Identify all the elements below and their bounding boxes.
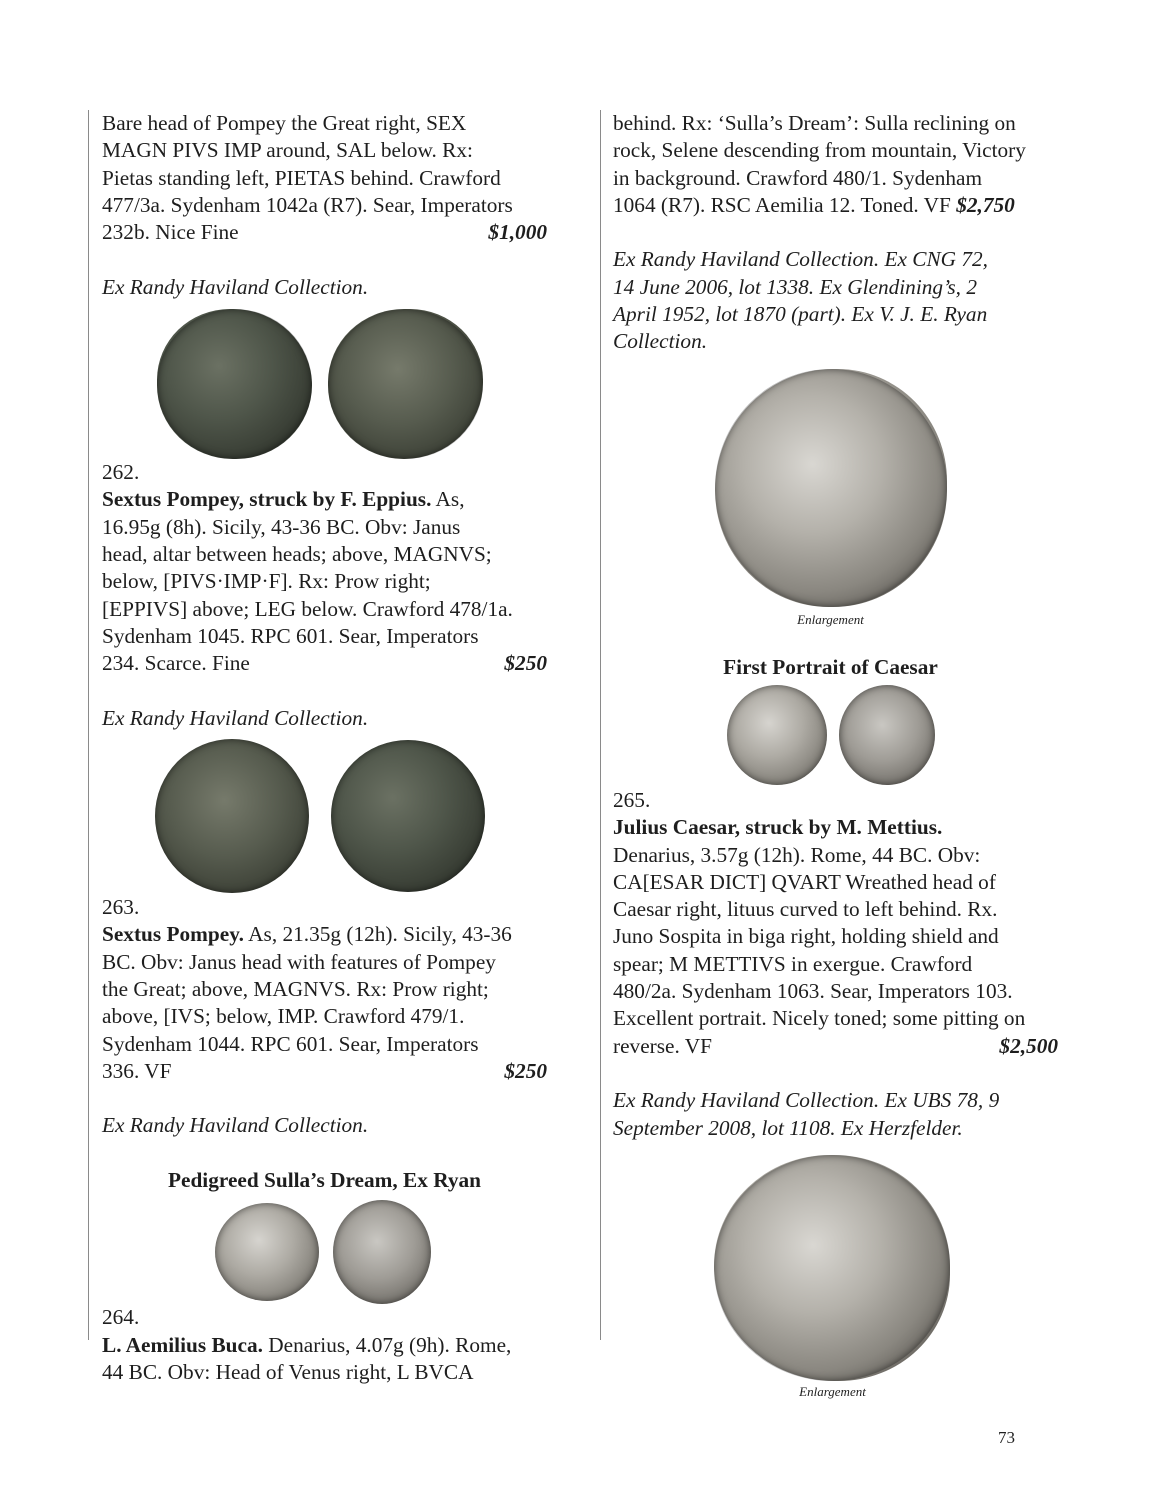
lot-title: Julius Caesar, struck by M. Mettius. [613,815,943,840]
description-line: spear; M METTIVS in exergue. Crawford [613,951,973,976]
description-line: Sydenham 1044. RPC 601. Sear, Imperators [102,1031,479,1056]
enlargement-caption: Enlargement [797,611,864,627]
description-line: below, [PIVS·IMP·F]. Rx: Prow right; [102,569,431,594]
grade-price-line [102,650,547,677]
coin-obverse-image [157,309,312,459]
coin-reverse-image [839,685,935,785]
right-column [613,110,1058,1400]
lot-number: 262. [102,460,140,485]
provenance-line: April 1952, lot 1870 (part). Ex V. J. E. Ryan [613,302,988,327]
description-text: As, 21.35g (12h). Sicily, 43-36 [244,922,512,947]
grade-text: 1064 (R7). RSC Aemilia 12. Toned. VF [613,192,957,217]
provenance-line: Collection. [613,329,708,354]
enlarged-coin-image-265 [605,1154,1058,1382]
grade-price-line [102,1058,547,1085]
page-number: 73 [998,1428,1015,1447]
provenance: Ex Randy Haviland Collection. [102,705,369,730]
enlargement-caption: Enlargement [799,1383,866,1399]
grade-price-line [613,1033,1058,1060]
description-line: Sydenham 1045. RPC 601. Sear, Imperators [102,623,479,648]
coin-reverse-image [331,740,485,892]
provenance-line: Ex Randy Haviland Collection. Ex UBS 78, 9 [613,1088,1000,1113]
description-text: Denarius, 4.07g (9h). Rome, [262,1332,512,1357]
grade-price-line [102,219,547,246]
grade-text: 336. VF [102,1058,172,1083]
lot-title: Sextus Pompey. [102,922,244,947]
provenance: Ex Randy Haviland Collection. [102,274,369,299]
lot-264-continued [613,110,1058,356]
grade-text: reverse. VF [613,1033,712,1058]
description-line: Excellent portrait. Nicely toned; some pitting on [613,1006,1026,1031]
coin-obverse-image [215,1203,319,1301]
lot-number: 265. [613,787,651,812]
description-line: behind. Rx: ‘Sulla’s Dream’: Sulla reclining on [613,111,1016,135]
coin-reverse-image [328,309,483,459]
description-line: Denarius, 3.57g (12h). Rome, 44 BC. Obv: [613,842,981,867]
description-line: Caesar right, lituus curved to left behind. Rx. [613,897,998,922]
lot-263 [102,894,547,1140]
price: $250 [504,651,547,676]
enlarged-coin-image-264 [603,368,1058,608]
provenance-line: 14 June 2006, lot 1338. Ex Glendining’s, 2 [613,274,977,299]
price: $2,750 [956,192,1015,217]
description-line: Pietas standing left, PIETAS behind. Crawford [102,165,501,190]
provenance: Ex Randy Haviland Collection. [102,1113,369,1138]
lot-264-images [99,1200,547,1304]
description-line: [EPPIVS] above; LEG below. Crawford 478/1a. [102,596,513,621]
coin-enlargement-image [715,369,947,607]
lot-263-images [92,738,547,894]
grade-text: 234. Scarce. Fine [102,651,250,676]
coin-enlargement-image [714,1155,950,1381]
description-line: Bare head of Pompey the Great right, SEX [102,111,467,135]
lot-title: L. Aemilius Buca. [102,1332,263,1357]
provenance-line: September 2008, lot 1108. Ex Herzfelder. [613,1115,963,1140]
coin-obverse-image [155,739,309,893]
lot-number: 263. [102,895,140,920]
price: $1,000 [488,220,547,245]
description-line: 44 BC. Obv: Head of Venus right, L BVCA [102,1359,474,1384]
description-line: MAGN PIVS IMP around, SAL below. Rx: [102,138,473,163]
lot-title: Sextus Pompey, struck by F. Eppius. [102,487,432,512]
description-line: 16.95g (8h). Sicily, 43-36 BC. Obv: Janus [102,514,461,539]
grade-text: 232b. Nice Fine [102,220,239,245]
lot-265-images [603,683,1058,787]
description-line: 480/2a. Sydenham 1063. Sear, Imperators 103. [613,979,1013,1004]
price: $250 [504,1058,547,1083]
left-column [102,110,547,1386]
lot-262 [102,459,547,732]
description-line: head, altar between heads; above, MAGNVS; [102,541,492,566]
description-text: As, [431,487,465,512]
description-line: the Great; above, MAGNVS. Rx: Prow right; [102,976,489,1001]
price: $2,500 [999,1033,1058,1058]
lot-265 [613,787,1058,1142]
lot-261-continued [102,110,547,301]
lot-number: 264. [102,1305,140,1330]
coin-obverse-image [727,685,827,785]
description-line: CA[ESAR DICT] QVART Wreathed head of [613,869,996,894]
description-line: Juno Sospita in biga right, holding shield and [613,924,999,949]
provenance-line: Ex Randy Haviland Collection. Ex CNG 72, [613,247,988,272]
description-line: 477/3a. Sydenham 1042a (R7). Sear, Imperators [102,192,513,217]
column-divider-rule [600,110,601,1340]
lot-262-images [92,309,547,459]
description-line: in background. Crawford 480/1. Sydenham [613,165,983,190]
description-line: above, [IVS; below, IMP. Crawford 479/1. [102,1004,465,1029]
description-line: rock, Selene descending from mountain, Victory [613,138,1026,163]
section-heading: First Portrait of Caesar [723,654,938,679]
coin-reverse-image [333,1200,431,1304]
lot-264 [102,1304,547,1386]
left-column-rule [88,110,89,1340]
section-heading: Pedigreed Sulla’s Dream, Ex Ryan [168,1168,481,1193]
description-line: BC. Obv: Janus head with features of Pompey [102,949,496,974]
